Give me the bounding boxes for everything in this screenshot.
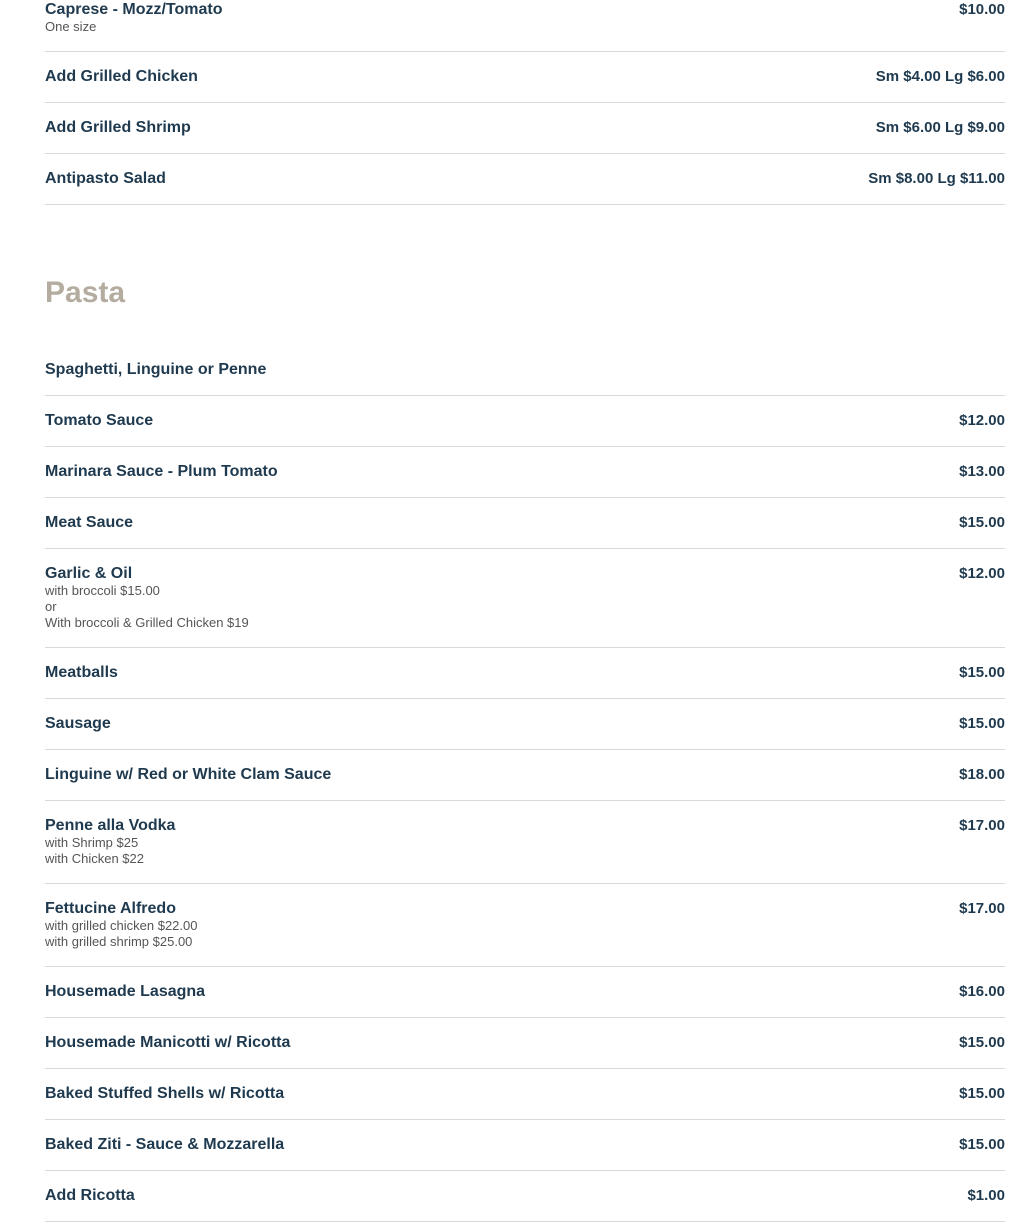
menu-item-name: Meatballs <box>45 664 118 681</box>
menu-item-info <box>45 565 249 631</box>
menu-item <box>45 884 1005 967</box>
menu-item <box>45 52 1005 103</box>
menu-item <box>45 750 1005 801</box>
menu-item <box>45 396 1005 447</box>
menu-item-price: $15.00 <box>959 514 1005 531</box>
menu-item <box>45 345 1005 396</box>
menu-item-info <box>45 68 198 86</box>
menu-item-info <box>45 119 191 137</box>
menu-item-description: With broccoli & Grilled Chicken $19 <box>45 615 249 630</box>
menu-item <box>45 0 1005 52</box>
salad-menu-list <box>45 0 1005 205</box>
menu-item-name: Baked Ziti - Sauce & Mozzarella <box>45 1136 285 1153</box>
menu-item-name: Spaghetti, Linguine or Penne <box>45 361 267 378</box>
menu-item <box>45 1018 1005 1069</box>
menu-item-info <box>45 463 278 481</box>
menu-item-name: Meat Sauce <box>45 514 134 531</box>
menu-item-price: $15.00 <box>959 1136 1005 1153</box>
menu-item-info <box>45 412 153 430</box>
menu-item-name: Caprese - Mozz/Tomato <box>45 1 223 18</box>
menu-item-name: Add Grilled Chicken <box>45 68 198 85</box>
menu-item-info <box>45 170 166 188</box>
menu-item-name: Linguine w/ Red or White Clam Sauce <box>45 766 332 783</box>
menu-item <box>45 1120 1005 1171</box>
menu-item-price: $17.00 <box>959 817 1005 834</box>
menu-item-info <box>45 1187 135 1205</box>
menu-item-price: $15.00 <box>959 664 1005 681</box>
menu-item-name: Add Ricotta <box>45 1187 135 1204</box>
menu-item-price: $15.00 <box>959 1034 1005 1051</box>
menu-item <box>45 498 1005 549</box>
menu-item-price: $18.00 <box>959 766 1005 783</box>
section-title-pasta: Pasta <box>45 276 126 309</box>
menu-item <box>45 447 1005 498</box>
menu-item-name: Housemade Lasagna <box>45 983 206 1000</box>
pasta-menu-list <box>45 345 1005 1222</box>
menu-item-price: $13.00 <box>959 463 1005 480</box>
menu-item-price: Sm $6.00 Lg $9.00 <box>875 119 1005 136</box>
menu-item-info <box>45 361 266 379</box>
menu-item <box>45 699 1005 750</box>
menu-item-info <box>45 715 111 733</box>
menu-item-description: with Shrimp $25 <box>45 835 139 850</box>
menu-item-price: $1.00 <box>967 1187 1005 1204</box>
menu-item-info <box>45 1085 284 1103</box>
menu-item <box>45 967 1005 1018</box>
menu-item-description: with grilled chicken $22.00 <box>45 918 198 933</box>
menu-item-info <box>45 983 205 1001</box>
menu-item <box>45 154 1005 205</box>
menu-item-price: $16.00 <box>959 983 1005 1000</box>
menu-item-description: with broccoli $15.00 <box>45 583 160 598</box>
menu-item-price: $10.00 <box>959 1 1005 18</box>
menu-item-name: Sausage <box>45 715 111 732</box>
menu-item-price: $15.00 <box>959 1085 1005 1102</box>
menu-item-description: with grilled shrimp $25.00 <box>45 934 193 949</box>
menu-item-name: Housemade Manicotti w/ Ricotta <box>45 1034 291 1051</box>
menu-item-price: Sm $8.00 Lg $11.00 <box>868 170 1005 187</box>
menu-item-price: Sm $4.00 Lg $6.00 <box>875 68 1005 85</box>
menu-item-name: Antipasto Salad <box>45 170 166 187</box>
menu-item-info <box>45 1 223 35</box>
menu-item-name: Add Grilled Shrimp <box>45 119 191 136</box>
menu-item-info <box>45 1034 290 1052</box>
menu-item-info <box>45 664 118 682</box>
menu-item-name: Marinara Sauce - Plum Tomato <box>45 463 278 480</box>
menu-item-description: with Chicken $22 <box>45 851 144 866</box>
menu-item-name: Penne alla Vodka <box>45 817 176 834</box>
menu-item-info <box>45 817 175 867</box>
menu-item-description: or <box>45 599 57 614</box>
menu-item <box>45 103 1005 154</box>
menu-item-name: Garlic & Oil <box>45 565 133 582</box>
menu-item-name: Fettucine Alfredo <box>45 900 176 917</box>
menu-item-name: Baked Stuffed Shells w/ Ricotta <box>45 1085 285 1102</box>
menu-item-info <box>45 766 331 784</box>
menu-item-description: One size <box>45 19 97 34</box>
menu-item-info <box>45 1136 284 1154</box>
menu-item <box>45 801 1005 884</box>
menu-item-price: $15.00 <box>959 715 1005 732</box>
menu-item-name: Tomato Sauce <box>45 412 154 429</box>
menu-item <box>45 1069 1005 1120</box>
menu-item-info <box>45 900 197 950</box>
menu-item-price: $12.00 <box>959 565 1005 582</box>
menu-item <box>45 1171 1005 1222</box>
menu-item <box>45 648 1005 699</box>
menu <box>45 0 1005 1222</box>
menu-item-info <box>45 514 133 532</box>
menu-item <box>45 549 1005 648</box>
menu-item-price: $17.00 <box>959 900 1005 917</box>
menu-item-price: $12.00 <box>959 412 1005 429</box>
